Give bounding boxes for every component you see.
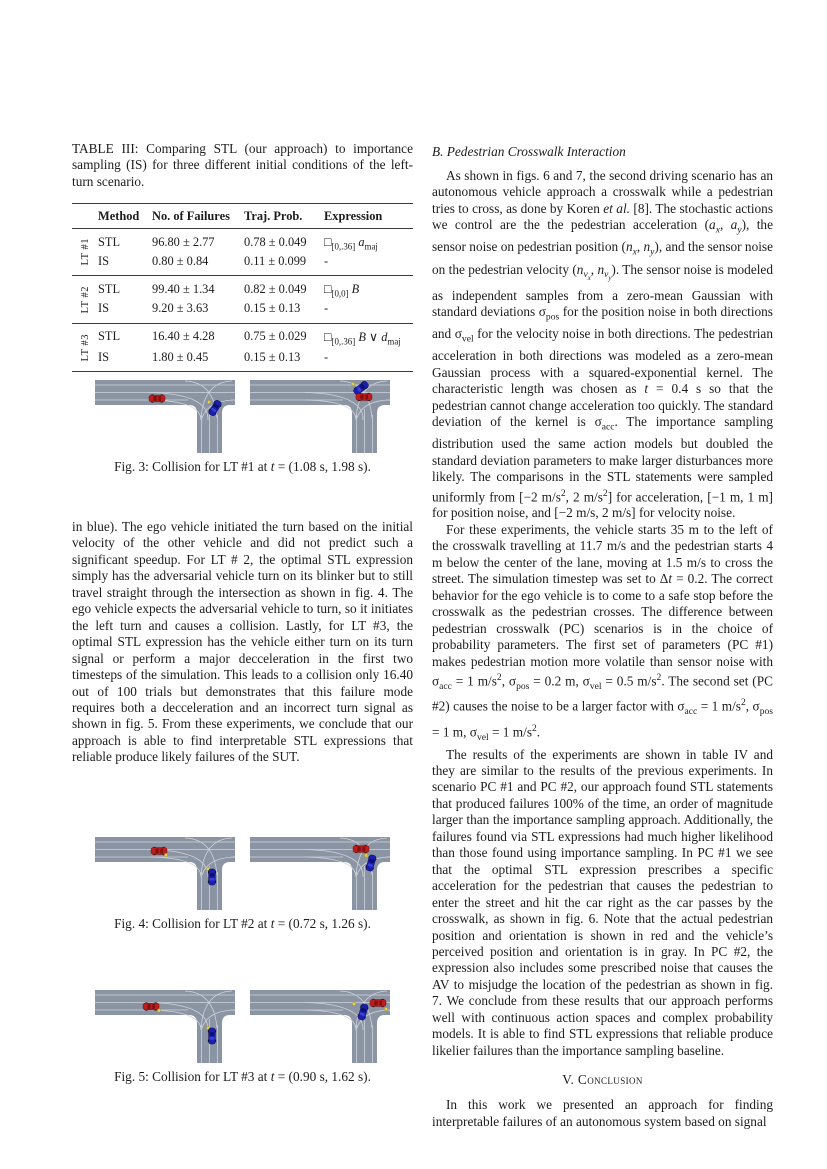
road — [250, 990, 390, 1063]
table-header-row — [72, 204, 413, 229]
blinker-dot — [384, 1007, 387, 1010]
right-paragraph-3: The results of the experiments are shown in table IV and they are similar to the results of the previous experiments. In scenario PC #1 and PC #2, our approach found STL statements that produced failures 100% of the time, an order of magnitude larger than the importance sampling approach. Additionally, the failures found via STL expressions had much higher likelihood than those found using importance sampling. In PC #1 we see that the optimal STL expression prescribes a specific acceleration for the pedestrian that causes the pedestrian to enter the street and hit the car right as the car passes by the crosswalk, as shown in fig. 6. Note that the actual pedestrian position and orientation is shown in red and the vehicle’s perceived position and orientation is in gray. In PC #2, the expression also includes some prescribed noise that causes the AV to misjudge the location of the pedestrian as shown in fig. 7. We conclude from these results that our approach performs well with continuous action spaces and complex probability models. It is able to find STL expressions that reliable produce likelier failures than the importance sampling baseline. — [432, 746, 773, 1058]
cell-failures: 0.80 ± 0.84 — [152, 253, 209, 268]
road — [250, 380, 390, 453]
table-header-prob: Traj. Prob. — [244, 209, 303, 223]
cell-method: STL — [98, 281, 121, 296]
left-body-paragraph: in blue). The ego vehicle initiated the turn based on the initial velocity of the other vehicle and did not predict such a significant speedup. For LT # 2, the optimal STL expression simply has the adversarial vehicle turn on its blinker but to still travel straight through the intersection as shown in fig. 4. The ego vehicle expects the adversarial vehicle to turn, so it initiates the left turn and causes a collision. Lastly, for LT #3, the optimal STL expression has the vehicle either turn on its turn signal or perform a major decceleration in the first two timesteps of the simulation. This leads to a collision only 16.40 out of 100 trials but demonstrates that this failure mode requires both a decceleration and an incorrect turn signal as shown in fig. 5. From these experiments, we conclude that our approach is able to find interpretable STL expressions that reliable produce likely failures of the SUT. — [72, 519, 413, 765]
cell-expression: $□_{[0,0]}$ B — [324, 281, 360, 299]
table-header-expression: Expression — [324, 209, 383, 223]
table-header-method: Method — [98, 209, 140, 223]
figure-3 — [72, 373, 413, 475]
cell-failures: 9.20 ± 3.63 — [152, 301, 209, 316]
figure-5 — [72, 983, 413, 1085]
table-row — [98, 280, 413, 299]
blinker-dot — [164, 853, 167, 856]
cell-expression: - — [324, 253, 329, 268]
section-heading-pedestrian-crosswalk: B. Pedestrian Crosswalk Interaction — [432, 144, 626, 159]
section-heading-conclusion: V. Conclusion — [562, 1072, 643, 1088]
cell-expression: $□_{[0,.36]}$ $a_{maj}$ — [324, 234, 378, 251]
adversarial-vehicle — [370, 999, 386, 1007]
group-label: LT #3 — [79, 333, 91, 361]
cell-failures: 96.80 ± 2.77 — [152, 234, 215, 249]
cell-failures: 99.40 ± 1.34 — [152, 281, 215, 296]
ego-vehicle — [208, 1028, 216, 1044]
figure5-left-road-scene — [95, 983, 235, 1063]
adversarial-vehicle — [353, 845, 369, 853]
cell-expression: $□_{[0,.36]}$ B ∨ $d_{maj}$ — [324, 330, 401, 347]
cell-failures: 1.80 ± 0.45 — [152, 349, 209, 364]
figure3-caption: Fig. 3: Collision for LT #1 at t = (1.08 s, 1.98 s). — [114, 459, 371, 474]
group-label: LT #1 — [79, 238, 91, 266]
adversarial-vehicle — [356, 393, 372, 401]
cell-prob: 0.75 ± 0.029 — [244, 329, 307, 344]
cell-method: IS — [98, 253, 110, 268]
cell-prob: 0.78 ± 0.049 — [244, 234, 307, 249]
cell-method: IS — [98, 349, 110, 364]
cell-expression: - — [324, 301, 329, 316]
figure4-left-road-scene — [95, 830, 235, 910]
cell-expression: - — [324, 349, 329, 364]
adversarial-vehicle — [149, 394, 165, 402]
table-header-failures: No. of Failures — [152, 209, 230, 223]
cell-method: IS — [98, 301, 110, 316]
figure5-right-road-scene — [250, 983, 390, 1063]
table-caption: TABLE III: Comparing STL (our approach) to importance sampling (IS) for three different initial conditions of the left-turn scenario. — [72, 141, 413, 189]
blinker-dot — [364, 854, 367, 857]
cell-prob: 0.15 ± 0.13 — [244, 301, 301, 316]
table-row — [98, 348, 413, 366]
road — [95, 990, 235, 1063]
blinker-dot — [351, 382, 354, 385]
table-group-lt3 — [72, 324, 413, 372]
adversarial-vehicle — [143, 1002, 159, 1010]
table-group-lt2 — [72, 276, 413, 323]
blinker-dot — [207, 400, 210, 403]
table-row — [98, 328, 413, 348]
table-row — [98, 300, 413, 318]
figure4-caption: Fig. 4: Collision for LT #2 at t = (0.72 s, 1.26 s). — [114, 916, 371, 931]
figure3-right-road-scene — [250, 373, 390, 453]
figure-4 — [72, 830, 413, 932]
right-paragraph-2: For these experiments, the vehicle starts 35 m to the left of the crosswalk travelling at 11.7 m/s and the pedestrian starts 4 m below the center of the lane, moving at 1.5 m/s to cross the street. The simulation timestep was set to Δt = 0.2. The correct behavior for the ego vehicle is to come to a safe stop before the crosswalk as the pedestrian crosses. The difference between pedestrian crosswalk (PC) scenarios is in the choice of probability parameters. The first set of parameters (PC #1) makes pedestrian motion more volatile than sensor noise with $\sigma_{acc} = 1$ $m/s^2$, $\sigma_{pos} = 0.2$ m, $\sigma_{vel} = 0.5$ $m/s^2$. The second set (PC #2) causes the noise to be a larger factor with $\sigma_{acc} = 1$ $m/s^2$, $\sigma_{pos} = 1$ m, $\sigma_{vel} = 1$ $m/s^2$. — [432, 521, 773, 744]
cell-failures: 16.40 ± 4.28 — [152, 329, 215, 344]
table-row — [98, 252, 413, 270]
figure4-right-road-scene — [250, 830, 390, 910]
cell-prob: 0.11 ± 0.099 — [244, 253, 307, 268]
group-label: LT #2 — [79, 285, 91, 313]
right-column — [432, 144, 773, 1130]
table-group-lt1 — [72, 229, 413, 276]
right-paragraph-4: In this work we presented an approach for finding interpretable failures of an autonomous system based on signal — [432, 1097, 773, 1129]
blinker-dot — [352, 1002, 355, 1005]
cell-method: STL — [98, 234, 121, 249]
blinker-dot — [157, 1009, 160, 1012]
road — [95, 380, 235, 453]
right-paragraph-1: As shown in figs. 6 and 7, the second driving scenario has an autonomous vehicle approach a crosswalk while a pedestrian tries to cross, as done by Koren et al. [8]. The stochastic actions we control are the the pedestrian acceleration ($a_x$, $a_y$), the sensor noise on pedestrian position ($n_x$, $n_y$), and the sensor noise on the pedestrian velocity ($n_{v_x}$, $n_{v_y}$). The sensor noise is modeled as independent samples from a zero-mean Gaussian with standard deviations $\sigma_{pos}$ for the position noise in both directions and $\sigma_{vel}$ for the velocity noise in both directions. The pedestrian acceleration in both directions was modeled as a zero-mean Gaussian process with a squared-exponential kernel. The characteristic length was chosen as t = 0.4 s so that the pedestrian cannot change acceleration too quickly. The standard deviation of the kernel is $\sigma_{acc}$. The importance sampling distribution used the same action models but doubled the standard deviation parameters to make larger disturbances more likely. The comparisons in the STL statements were sampled uniformly from [−2 $m/s^2$, 2 $m/s^2$] for acceleration, [−1 m, 1 m] for position noise, and [−2 m/s, 2 m/s] for velocity noise. — [432, 168, 774, 521]
cell-prob: 0.15 ± 0.13 — [244, 349, 301, 364]
figure5-caption: Fig. 5: Collision for LT #3 at t = (0.90 s, 1.62 s). — [114, 1069, 371, 1084]
figure3-left-road-scene — [95, 373, 235, 453]
table-row — [98, 233, 413, 252]
results-table — [72, 203, 413, 372]
cell-prob: 0.82 ± 0.049 — [244, 281, 307, 296]
cell-method: STL — [98, 329, 121, 344]
ego-vehicle — [208, 869, 216, 885]
